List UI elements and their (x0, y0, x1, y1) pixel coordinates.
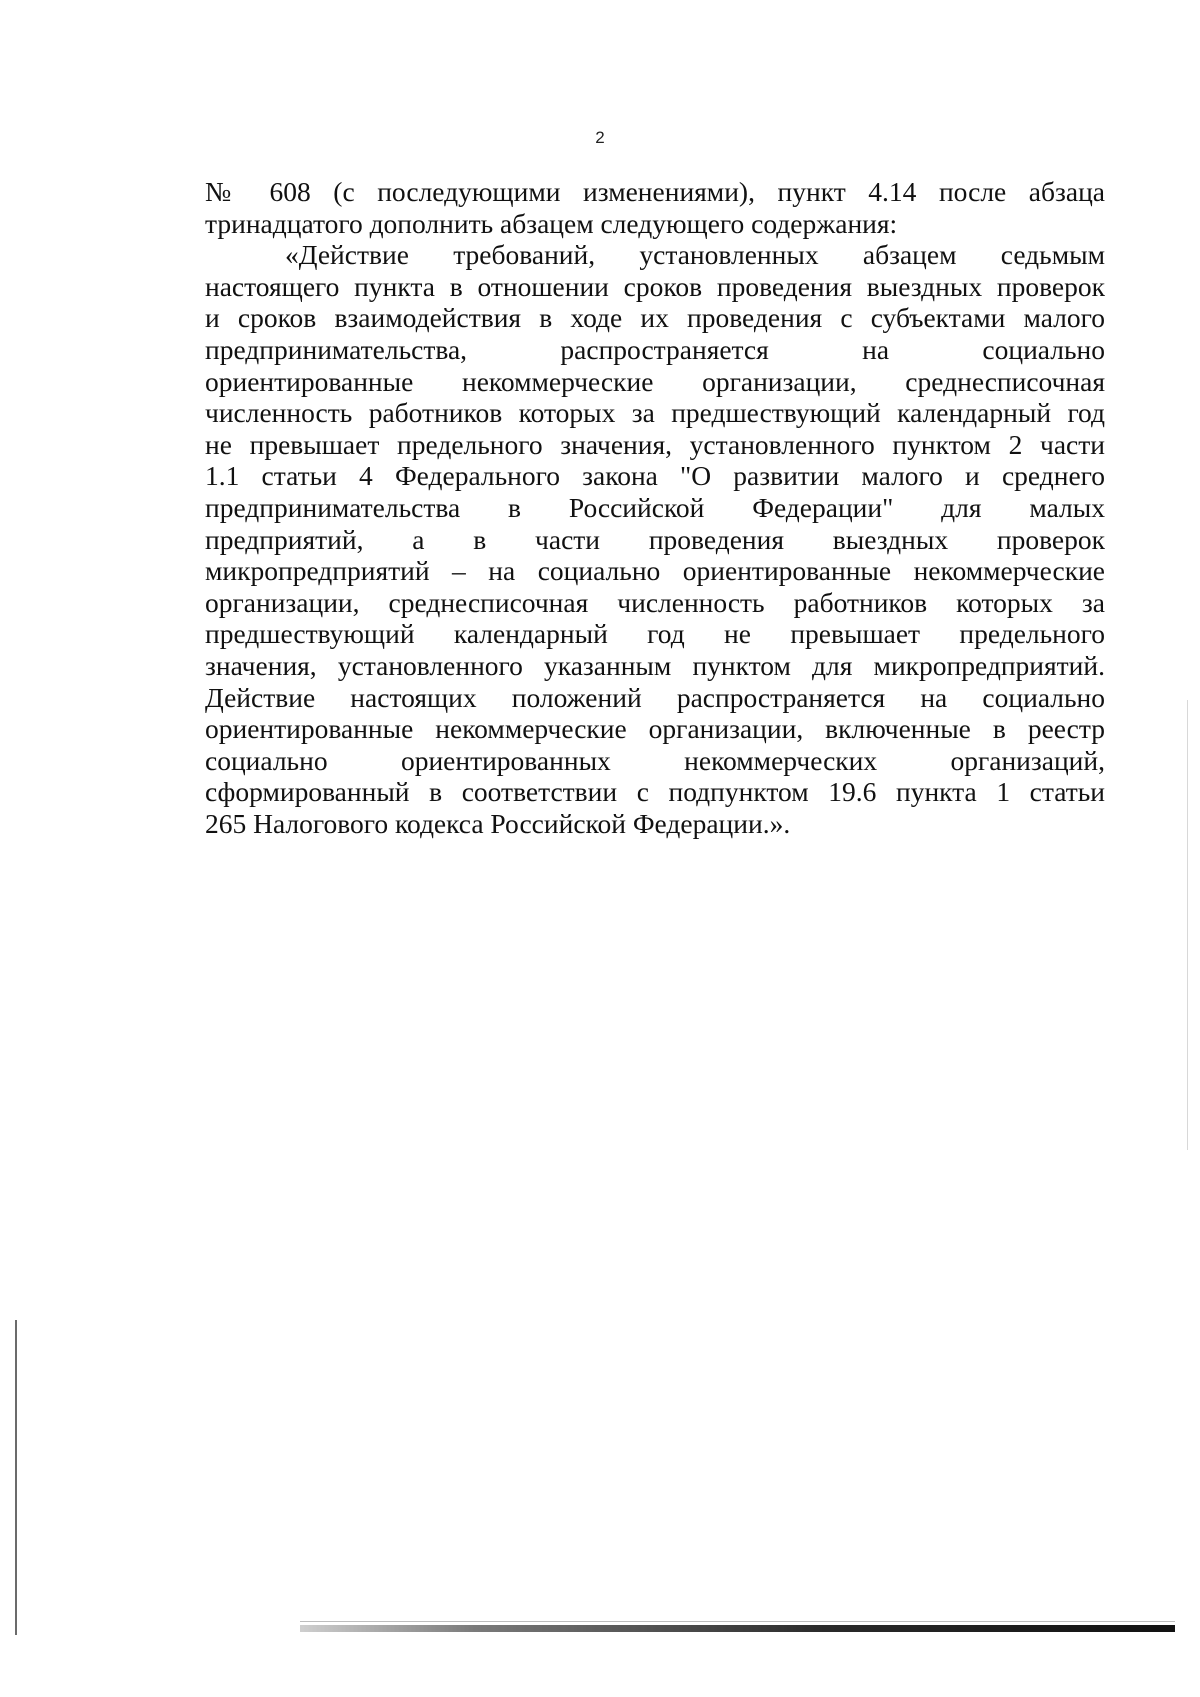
text-line-7: ориентированные некоммерческие организации, среднесписочная (205, 365, 1105, 397)
page-number: 2 (595, 128, 605, 147)
text-line-8: численность работников которых за предшествующий календарный год (205, 397, 1105, 429)
text-line-1: № 608 (с последующими изменениями), пункт 4.14 после абзаца (205, 176, 1105, 207)
text-line-6: предпринимательства, распространяется на социально (205, 333, 1105, 365)
scan-bottom-bar-artifact (300, 1625, 1175, 1632)
scan-bottom-thin-line (300, 1621, 1175, 1622)
text-line-20: сформированный в соответствии с подпунктом 19.6 пункта 1 статьи (205, 776, 1105, 808)
text-line-13: микропредприятий – на социально ориентированные некоммерческие (205, 555, 1105, 587)
document-body (205, 176, 1105, 839)
text-line-16: значения, установленного указанным пунктом для микропредприятий. (205, 649, 1105, 681)
scan-edge-right-artifact (1187, 700, 1188, 1150)
text-line-19: социально ориентированных некоммерческих организаций, (205, 744, 1105, 776)
text-line-5: и сроков взаимодействия в ходе их проведения с субъектами малого (205, 302, 1105, 334)
text-line-4: настоящего пункта в отношении сроков проведения выездных проверок (205, 270, 1105, 302)
text-line-18: ориентированные некоммерческие организации, включенные в реестр (205, 713, 1105, 745)
text-line-2: тринадцатого дополнить абзацем следующего содержания: (205, 207, 898, 239)
text-line-3: «Действие требований, установленных абзацем седьмым (285, 239, 1105, 271)
text-line-10: 1.1 статьи 4 Федерального закона "О развитии малого и среднего (205, 460, 1105, 492)
text-line-15: предшествующий календарный год не превышает предельного (205, 618, 1105, 650)
scan-edge-left-artifact (15, 1320, 17, 1635)
text-line-17: Действие настоящих положений распространяется на социально (205, 681, 1105, 713)
text-line-21: 265 Налогового кодекса Российской Федерации.». (205, 807, 791, 839)
text-line-12: предприятий, а в части проведения выездных проверок (205, 523, 1105, 555)
text-line-14: организации, среднесписочная численность работников которых за (205, 586, 1105, 618)
text-line-9: не превышает предельного значения, установленного пунктом 2 части (205, 428, 1105, 460)
text-line-11: предпринимательства в Российской Федерации" для малых (205, 491, 1105, 523)
